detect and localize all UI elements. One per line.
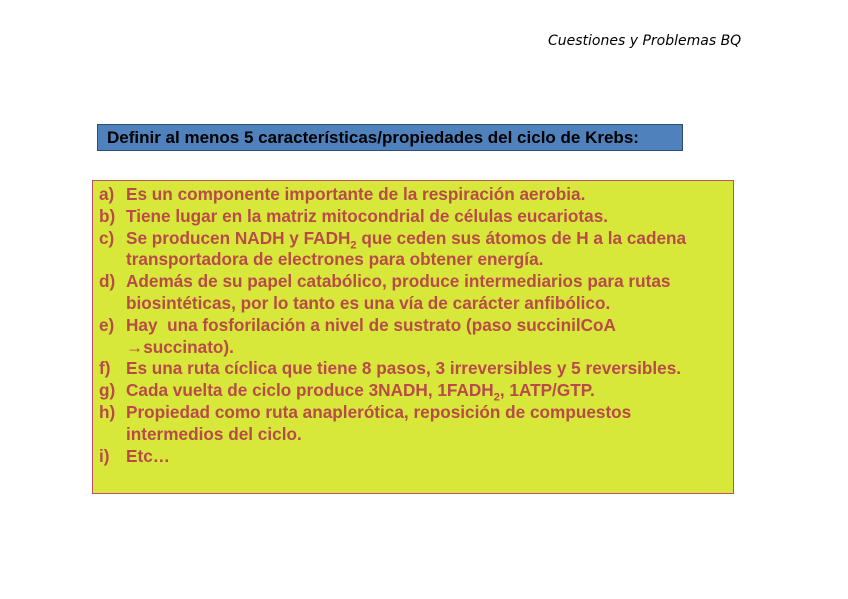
list-item-line: Etc… [126,445,170,466]
list-item-text [126,206,733,228]
list-item-line: Tiene lugar en la matriz mitocondrial de células eucariotas. [126,205,609,226]
line-segment: que ceden sus átomos de H a la cadena [356,227,687,248]
subscript: 2 [350,239,357,252]
list-marker: a) [99,184,115,204]
list-item-line: biosintéticas, por lo tanto es una vía de carácter anfibólico. [126,292,611,313]
list-marker: f) [99,358,111,379]
list-item-line: →succinato). [126,336,234,357]
line-segment: Se producen NADH y FADH [126,227,351,248]
list-marker: i) [99,445,110,466]
list-marker: d) [99,271,116,292]
subscript: 2 [493,391,500,404]
list-item-line: transportadora de electrones para obtener energía. [126,249,544,270]
list-item-text [126,380,733,402]
list-item-i [99,446,733,468]
list-item-e [99,315,733,359]
list-item-text [126,315,733,359]
list-marker: c) [99,227,115,248]
list-item-text [126,446,733,468]
list-item-line: Es un componente importante de la respiración aerobia. [126,184,586,204]
list-item-line: Es una ruta cíclica que tiene 8 pasos, 3 irreversibles y 5 reversibles. [126,358,682,379]
list-marker: g) [99,380,116,401]
list-marker: b) [99,205,116,226]
list-item-f [99,358,733,380]
answer-box [92,180,734,494]
list-item-line: Hay una fosforilación a nivel de sustrato (paso succinilCoA [126,314,616,335]
list-item-c [99,228,733,272]
list-item-d [99,271,733,315]
list-item-text [126,184,733,206]
question-box: Definir al menos 5 características/propiedades del ciclo de Krebs: [97,124,683,151]
list-item-line: Además de su papel catabólico, produce intermediarios para rutas [126,271,671,292]
list-item-text [126,228,733,272]
list-item-text [126,271,733,315]
list-marker: e) [99,314,115,335]
list-item-line [126,227,687,252]
list-item-b [99,206,733,228]
list-item-line: intermedios del ciclo. [126,423,302,444]
list-item-h [99,402,733,446]
page-header-title: Cuestiones y Problemas BQ [548,33,742,49]
answer-list [99,184,733,467]
list-item-text [126,358,733,380]
line-segment: Cada vuelta de ciclo produce 3NADH, 1FADH [126,380,494,401]
list-item-a [99,184,733,206]
line-segment: , 1ATP/GTP. [499,380,595,401]
list-marker: h) [99,401,116,422]
list-item-g [99,380,733,402]
list-item-line: Propiedad como ruta anaplerótica, reposición de compuestos [126,401,632,422]
list-item-line [126,380,595,404]
list-item-text [126,402,733,446]
